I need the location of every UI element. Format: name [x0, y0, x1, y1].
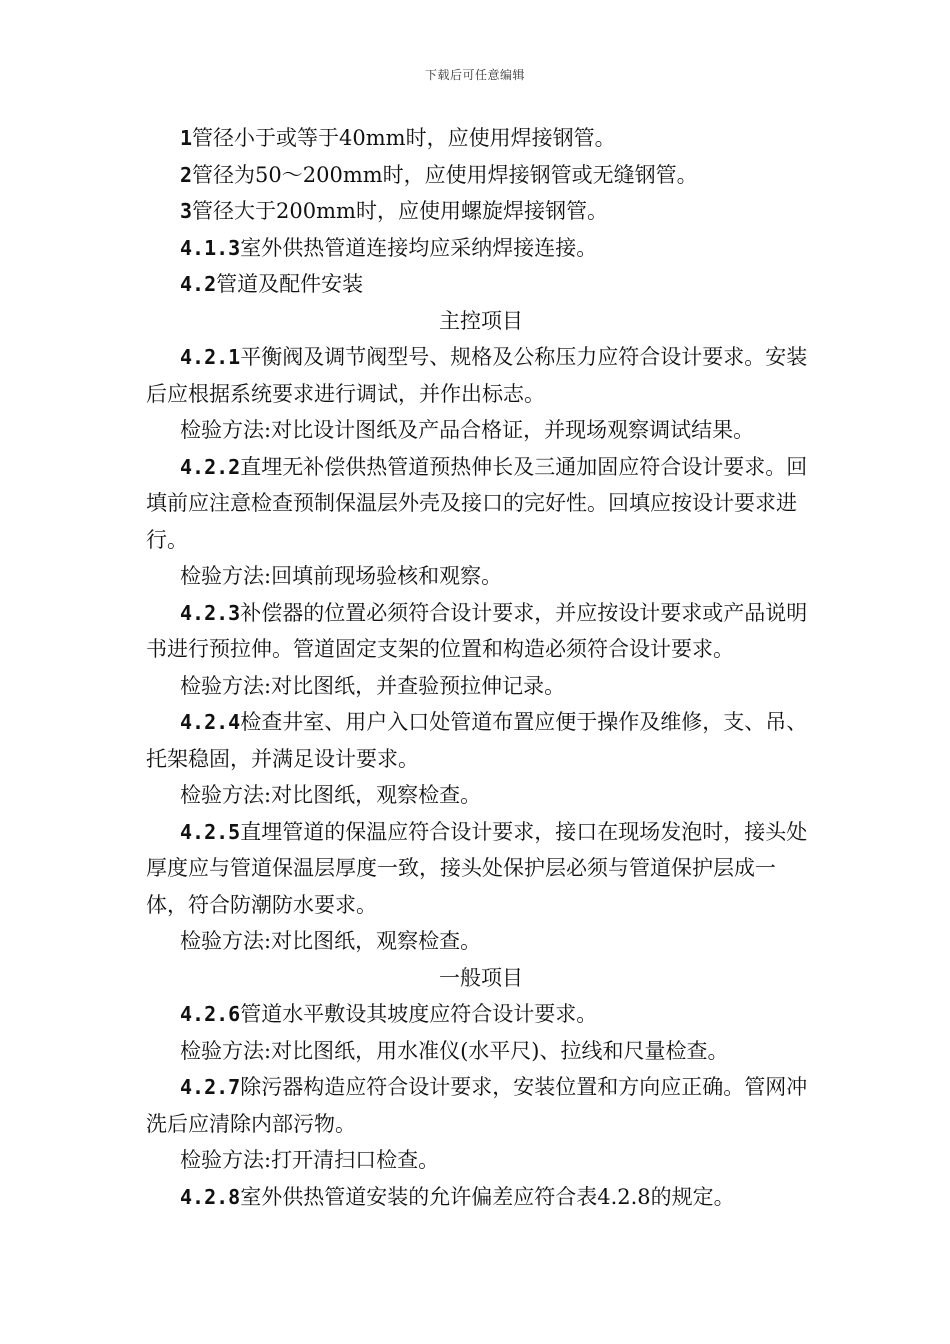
paragraph-text: 补偿器的位置必须符合设计要求，并应按设计要求或产品说明书进行预拉伸。管道固定支架的位置和构造必须符合设计要求。: [146, 600, 808, 661]
clause-number: 4.2.5: [180, 819, 241, 844]
clause-number: 3: [180, 199, 193, 223]
inspection-method-paragraph: [146, 668, 816, 705]
paragraph-text: 管道及配件安装: [216, 272, 364, 296]
paragraph-text: 直埋管道的保温应符合设计要求，接口在现场发泡时，接头处厚度应与管道保温层厚度一致，接头处保护层必须与管道保护层成一体，符合防潮防水要求。: [146, 819, 808, 917]
clause-paragraph: [146, 193, 816, 230]
paragraph-text: 室外供热管道连接均应采纳焊接连接。: [240, 235, 598, 260]
clause-paragraph: [146, 996, 816, 1033]
document-body: [146, 120, 816, 1215]
clause-paragraph: [146, 339, 816, 412]
clause-paragraph: [146, 704, 816, 777]
paragraph-text: 管径大于200mm时，应使用螺旋焊接钢管。: [192, 199, 608, 223]
clause-paragraph: [146, 1179, 816, 1216]
clause-number: 4.2.3: [180, 600, 241, 625]
clause-paragraph: [146, 1069, 816, 1142]
page-header: 下载后可任意编辑: [424, 68, 525, 82]
paragraph-text: 管径小于或等于40mm时，应使用焊接钢管。: [192, 126, 616, 150]
paragraph-text: 检验方法:对比设计图纸及产品合格证，并现场观察调试结果。: [180, 418, 755, 442]
clause-paragraph: [146, 449, 816, 559]
section-heading: 主控项目: [439, 308, 523, 333]
paragraph-text: 检验方法:对比图纸，观察检查。: [180, 783, 482, 807]
clause-number: 2: [180, 162, 193, 187]
clause-number: 4.2.4: [180, 710, 241, 734]
clause-number: 1: [180, 126, 193, 150]
clause-number: 4.2.6: [180, 1002, 241, 1026]
paragraph-text: 检验方法:打开清扫口检查。: [180, 1148, 440, 1172]
section-heading: 一般项目: [439, 965, 523, 990]
paragraph-text: 直埋无补偿供热管道预热伸长及三通加固应符合设计要求。回填前应注意检查预制保温层外壳及接口的完好性。回填应按设计要求进行。: [146, 454, 808, 552]
paragraph-text: 管径为50～200mm时，应使用焊接钢管或无缝钢管。: [192, 162, 698, 187]
clause-number: 4.2.2: [180, 454, 241, 479]
clause-number: 4.1.3: [180, 235, 241, 260]
clause-number: 4.2: [180, 272, 217, 296]
clause-paragraph: [146, 814, 816, 924]
clause-paragraph: [146, 230, 816, 267]
paragraph-text: 检验方法:回填前现场验核和观察。: [180, 564, 503, 588]
inspection-method-paragraph: [146, 1142, 816, 1179]
clause-paragraph: [146, 595, 816, 668]
clause-paragraph: [146, 157, 816, 194]
clause-number: 4.2.1: [180, 345, 241, 369]
clause-number: 4.2.8: [180, 1184, 241, 1209]
inspection-method-paragraph: [146, 1033, 816, 1070]
clause-number: 4.2.7: [180, 1075, 241, 1099]
paragraph-text: 除污器构造应符合设计要求，安装位置和方向应正确。管网冲洗后应清除内部污物。: [146, 1075, 808, 1136]
inspection-method-paragraph: [146, 558, 816, 595]
paragraph-text: 管道水平敷设其坡度应符合设计要求。: [240, 1002, 598, 1026]
paragraph-text: 平衡阀及调节阀型号、规格及公称压力应符合设计要求。安装后应根据系统要求进行调试，并作出标志。: [146, 345, 808, 406]
inspection-method-paragraph: [146, 777, 816, 814]
inspection-method-paragraph: [146, 412, 816, 449]
paragraph-text: 检查井室、用户入口处管道布置应便于操作及维修，支、吊、托架稳固，并满足设计要求。: [146, 710, 808, 771]
paragraph-text: 检验方法:对比图纸，并查验预拉伸记录。: [180, 673, 566, 698]
paragraph-text: 检验方法:对比图纸，观察检查。: [180, 929, 482, 953]
inspection-method-paragraph: [146, 923, 816, 960]
clause-paragraph: [146, 120, 816, 157]
clause-paragraph: [146, 266, 816, 303]
paragraph-text: 室外供热管道安装的允许偏差应符合表4.2.8的规定。: [240, 1184, 735, 1209]
paragraph-text: 检验方法:对比图纸，用水准仪(水平尺)、拉线和尺量检查。: [180, 1038, 729, 1063]
